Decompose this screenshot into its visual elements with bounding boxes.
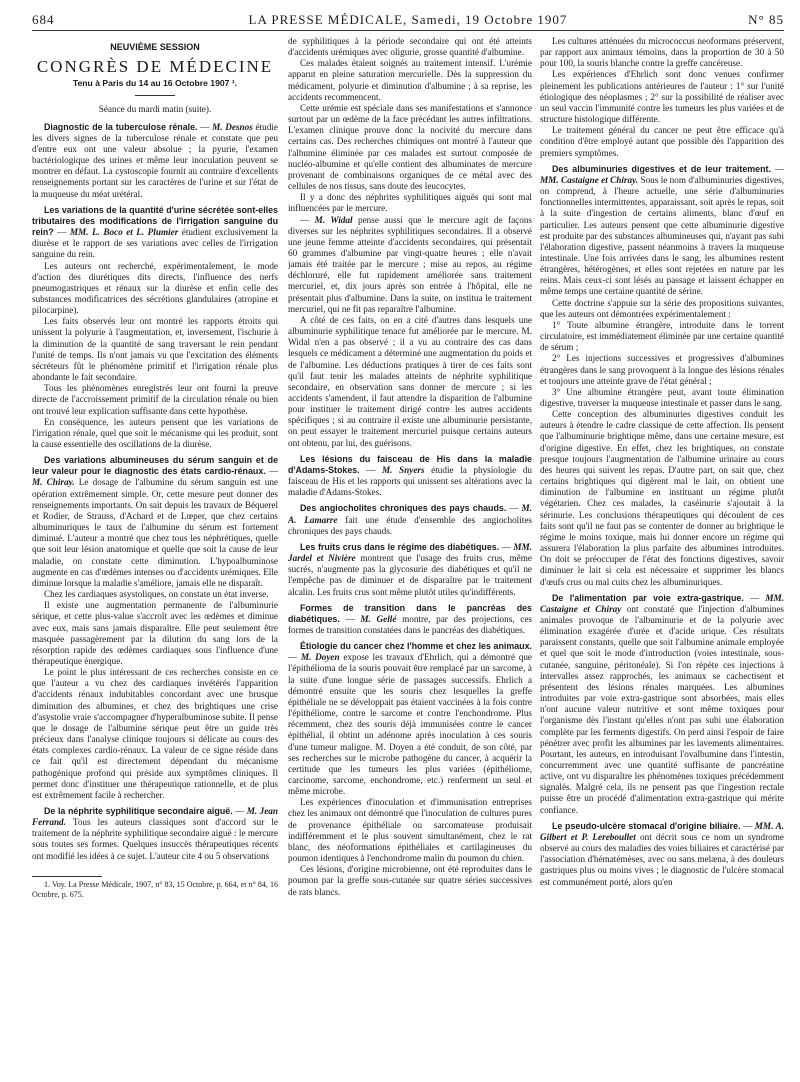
- paragraph: Les faits observés leur ont montré les rapports étroits qui unissent la polyurie à l'augmentation, et, inversement, l'ischurie à la diminution de la quantité de sang traversant le rein pendant l'unité de temps. Ils n'ont jamais vu que l'excitation des éléments sécréteurs fût le phénomène primitif et l'irrigation rénale plus abondante le fait secondaire.: [32, 316, 278, 383]
- article-text: Le dosage de l'albumine du sérum sanguin est une opération extrêmement simple. Or, cette mesure peut donner des renseignements importants. On sait depuis les travaux de Béquerel et Rodier, de Strauss, d'Achard et de Lœper, que chez certains albuminuriques le taux de l'albumine du sérum est fortement diminué. L'auteur a montré que chez tous les néphrétiques, quelle que soit leur lésion anatomique et quelle que soit la cause de leur maladie, on constate cette diminution. L'hypoalbuminose augmente en cas d'œdèmes intenses ou d'accidents urémiques. Elle diminue lorsque la maladie s'améliore, jamais elle ne disparaît.: [32, 477, 278, 588]
- article-desnos: [32, 122, 278, 200]
- paragraph: A côté de ces faits, on en a cité d'autres dans lesquels une albuminurie syphilitique tenace fut améliorée par le mercure. M. Widal n'en a pas observé ; il a vu au contraire des cas dans lesquels ce médicament a déterminé une augmentation du poids et de l'albumine. Les déductions pratiques à tirer de ces faits sont qu'il faut tenir les malades atteints de néphrite syphilitique secondaire, en observation sans donner de mercure ; si les accidents s'amendent, il faut attendre la disparition de l'albumine pour instituer le traitement dirigé contre les autres accidents spécifiques ; si au contraire il existe une albuminurie persistante, on peut essayer le traitement mercuriel puisque certains auteurs ont obtenu, par lui, des guérisons.: [288, 314, 532, 448]
- dash: —: [288, 652, 301, 663]
- seance-line: Séance du mardi matin (suite).: [98, 104, 212, 115]
- article-castaigne-digestives: [540, 164, 784, 298]
- paragraph: Ces malades étaient soignés au traitement intensif. L'urémie apparut en pleine saturation mercurielle. Dès la suppression du médicament, polyurie et diminution d'albumine ; à sa reprise, les accidents recommencent.: [288, 58, 532, 102]
- paragraph: Les auteurs ont recherché, expérimentalement, le mode d'action des diurétiques dits directs, l'influence des nerfs pneumogastriques et rénaux sur la diurèse et enfin celle des substances modificatrices des sécrétions glandulaires (atropine et pilocarpine).: [32, 260, 278, 316]
- article-gelle: [288, 603, 532, 636]
- article-title: Les fruits crus dans le régime des diabétiques.: [300, 541, 500, 552]
- article-text: étudie les divers signes de la tuberculose rénale et constate que peu d'entre eux ont une valeur absolue ; la pyurie, l'examen bactériologique des urines et même leur inoculation peuvent se montrer en défaut. La cystoscopie fournit au contraire d'excellents renseignements portant sur les caractères de l'urine et sur l'état de la muqueuse du méat urétéral.: [32, 121, 278, 199]
- paragraph: Cette urémie est spéciale dans ses manifestations et s'annonce surtout par un œdème de la face précédant les autres infiltrations. L'examen clinique prouve donc la nocivité du mercure dans certains cas. Des recherches chimiques ont montré à l'auteur que l'albumine éliminée par ces malades est surtout composée de nucléo-albumine et qu'elle contient des albuminates de mercure provenant de combinaisons organiques de ce métal avec des cellules de nos tissus, sans doute des leucocytes.: [288, 102, 532, 192]
- dash: —: [743, 592, 766, 603]
- congress-dates: Tenu à Paris du 14 au 16 Octobre 1907 ¹.: [72, 78, 238, 89]
- paragraph: En conséquence, les auteurs pensent que les variations de l'irrigation rénale, quel que soit le mécanisme qui les produit, sont la cause essentielle des oscillations de la diurèse.: [32, 416, 278, 449]
- article-title: Formes de transition dans le pancréas des diabétiques.: [288, 602, 532, 624]
- article-text: expose les travaux d'Ehrlich, qui a démontré que l'épithélioma de la souris pouvait être remplacé par un sarcome, à la suite d'une longue série de passages successifs. Ehrlich a démontré ensuite que les souris chez lesquelles la greffe épithéliale ne se développait pas étaient vaccinées à la fois contre l'épithéliome, contre le sarcome et contre l'enchondrome. Plus récemment, chez des souris déjà immunisées contre le cancer épithélial, il obtint un adénome après inoculation à ces souris d'une tumeur maligne. M. Doyen a été conduit, de son côté, par ses recherches sur le microbe pathogène du cancer, à acquérir la certitude que les tumeurs les plus variées (épithéliome, carcinome, sarcome, enchondrome, etc.) renferment un seul et même microbe.: [288, 652, 532, 797]
- article-title: Les variations de la quantité d'urine sécrétée sont-elles tributaires des modifications de l'irrigation sanguine du rein?: [32, 204, 278, 238]
- paragraph: Le traitement général du cancer ne peut être efficace qu'à condition d'être employé autant que possible dès l'apparition des premiers symptômes.: [540, 125, 784, 158]
- article-title: De la néphrite syphilitique secondaire aiguë.: [44, 806, 233, 816]
- congress-title: CONGRÈS DE MÉDECINE: [36, 57, 274, 77]
- paragraph: Chez les cardiaques asystoliques, on constate un état inverse.: [44, 589, 269, 600]
- footnote-rule: [32, 876, 102, 877]
- article-text: pense aussi que le mercure agit de façons diverses sur les néphrites syphilitiques secondaires. Il a observé une jeune femme atteinte d'accidents secondaires, qui présentait 60 grammes d'albumine par vingt-quatre heures ; elle n'avait jamais été traitée par le mercure ; mise au repos, au régime déchloruré, elle fut rapidement améliorée sans traitement mercuriel, et, dix jours après son entrée à l'hôpital, elle ne présentait plus d'albumine. Dans la suite, on institua le traitement mercuriel, qui ne fit pas reparaître l'albumine.: [288, 214, 532, 314]
- article-title: Des angiocholites chroniques des pays chauds.: [300, 503, 507, 514]
- paragraph: Le point le plus intéressant de ces recherches consiste en ce que l'auteur a vu chez des cardiaques invétérés l'apparition d'accidents rénaux indubitables concordant avec une brusque diminution des albumines, et chez des brightiques une crise d'asystolie vraie s'accompagner d'hyperalbuminose subite. Il pense que le dosage de l'albumine sérique peut être un guide très précieux dans l'analyse clinique toujours si délicate au cours des états complexes cardio-rénaux. La valeur de ce signe réside dans ce fait qu'il est directement dépendant du mécanisme pathogénique profond qui préside aux symptômes cliniques. Il permet donc d'instituer une thérapeutique rationnelle, et de plus est extrêmement facile à rechercher.: [32, 667, 278, 800]
- dash: —: [506, 503, 522, 514]
- issue-number: N° 85: [748, 12, 784, 27]
- article-text: étudie la physiologie du faisceau de His et les rapports qui unissent ses altérations avec la maladie d'Adams-Stokes.: [288, 464, 532, 498]
- paragraph: Il existe une augmentation permanente de l'albuminurie sérique, et cette plus-value s'accroît avec les œdèmes et diminue avec eux, mais sans jamais disparaître. Elle peut seulement être masquée passagèrement par la dilution du sang lors de la résorption rapide des œdèmes cardiaques sous l'influence d'une thérapeutique énergique.: [32, 600, 278, 666]
- article-text: fait une étude d'ensemble des angiocholites chroniques des pays chauds.: [288, 514, 532, 536]
- paragraph: 1° Toute albumine étrangère, introduite dans le torrent circulatoire, est immédiatement éliminée par une certaine quantité de sérum ;: [540, 319, 784, 353]
- article-ferrand: [32, 806, 278, 862]
- article-title: De l'alimentation par voie extra-gastrique.: [552, 592, 744, 603]
- author: MM. L. Boco et L. Plumier: [69, 227, 179, 238]
- paragraph: Ces lésions, d'origine microbienne, ont été reproduites dans le poumon par la greffe sous-cutanée sur quatre séries successives de rats blancs.: [288, 864, 532, 897]
- dash: —: [770, 163, 784, 174]
- dash: —: [53, 227, 70, 238]
- column-2: [288, 36, 532, 1076]
- paragraph: Les expériences d'inoculation et d'immunisation entreprises chez les animaux ont démontré que l'inoculation de cultures pures de provenance épithéliale ou sarcomateuse produisait indifféremment et le plus souvent simultanément, chez le rat blanc, des néoformations épithéliales et cartilagineuses du poumon identiques à l'enchondrome malin du poumon du chien.: [288, 797, 532, 864]
- article-title: Les lésions du faisceau de His dans la maladie d'Adams-Stokes.: [288, 453, 532, 475]
- paragraph: 2° Les injections successives et progressives d'albumines étrangères dans le sang provoquent à la longue des lésions rénales et toujours une atteinte grave de l'état général ;: [540, 353, 784, 386]
- article-text: Tous les auteurs classiques sont d'accord sur le traitement de la néphrite syphilitique secondaire aiguë : le mercure sous toutes ses formes. Quelques insuccès thérapeutiques récents ont modifié les idées à ce sujet. L'auteur cite 4 ou 5 observations: [32, 817, 278, 861]
- page-number: 684: [32, 12, 55, 27]
- article-snyers: [288, 454, 532, 499]
- paragraph: Il y a donc des néphrites syphilitiques aiguës qui sont mal influencées par le mercure.: [288, 192, 532, 214]
- author: M. A. Lamarre: [288, 503, 532, 525]
- dash: —: [740, 820, 755, 831]
- author: M. Desnos: [212, 121, 253, 132]
- author: M. Jean Ferrand.: [32, 806, 278, 828]
- paragraph: Tous les phénomènes enregistrés leur ont fourni la preuve directe de l'accroissement primitif de la circulation rénale ou bien ont trouvé leur explication suffisante dans cette hypothèse.: [32, 383, 278, 416]
- article-text: ont constaté que l'injection d'albumines animales provoque de l'albuminurie et de la polyurie avec élimination exagérée d'urée et d'acide urique. Ces résultats paraissent constants, quelle que soit l'albumine animale employée et quel que soit le mode d'introduction (voies intestinale, sous-cutanée, sanguine, péritonéale). Si l'on répète ces injections à intervalles assez rapprochés, les animaux se cachectisent et présentent des lésions rénales marquées. Les albumines introduites par voie extra-gastrique sont absorbées, mais elles n'ont aucune valeur nutritive et sont même toxiques pour l'organisme dès l'instant qu'elles n'ont pas subi une élaboration complète par les ferments digestifs. On perd ainsi l'espoir de faire pénétrer avec profit les albumines par les lavements alimentaires. Pourtant, les auteurs, en introduisant l'ovalbumine dans l'intestin, concurremment avec une quantité suffisante de pancréatine active, ont vu disparaître les phénomènes toxiques précédemment signalés. Malgré cela, ils ne pensent pas que l'ingestion rectale puisse être un procédé d'alimentation extra-gastrique qui mérite confiance.: [540, 603, 784, 815]
- author: MM. Castaigne et Chiray.: [540, 174, 639, 185]
- article-title: Diagnostic de la tuberculose rénale.: [44, 121, 198, 132]
- column-3: [540, 36, 784, 1076]
- article-title: Étiologie du cancer chez l'homme et chez les animaux.: [300, 641, 532, 652]
- author: MM. Jardel et Nivière: [288, 541, 532, 564]
- article-castaigne-alimentation: [540, 593, 784, 816]
- journal-title: LA PRESSE MÉDICALE, Samedi, 19 Octobre 1907: [248, 12, 568, 27]
- dash: —: [197, 121, 213, 132]
- author: M. Widal: [314, 214, 353, 225]
- article-lamarre: [288, 503, 532, 536]
- author: MM. Castaigne et Chiray: [540, 592, 784, 614]
- footnote: 1. Voy. La Presse Médicale, 1907, n° 83, 15 Octobre, p. 664, et n° 84, 16 Octobre, p. 675.: [32, 879, 278, 899]
- article-title: Des albuminuries digestives et de leur traitement.: [552, 163, 771, 174]
- author: M. Chiray.: [32, 477, 75, 488]
- paragraph: Cette doctrine s'appuie sur la série des propositions suivantes, que les auteurs ont démontrées expérimentalement :: [540, 297, 784, 319]
- column-1: [32, 36, 278, 1076]
- dash: —: [265, 466, 278, 477]
- article-text: étudient exclusivement la diurèse et le rapport de ses variations avec celles de l'irrigation sanguine du rein.: [32, 227, 278, 260]
- article-text: montre, par des projections, ces formes de transition constatées dans le pancréas des diabétiques.: [288, 613, 532, 635]
- article-boco: [32, 205, 278, 261]
- article-text: ont décrit sous ce nom un syndrome observé au cours des maladies des voies biliaires et caractérisé par l'association d'hématémèses, avec ou sans melæna, à des douleurs gastriques plus ou moins vives ; le diagnostic de l'ulcère stomacal est communément porté, alors qu'en: [540, 831, 784, 887]
- author: M. Gellé: [360, 613, 397, 624]
- session-heading: NEUVIÈME SESSION: [110, 42, 200, 52]
- dash: —: [300, 214, 315, 225]
- dash: —: [232, 806, 247, 816]
- article-gilbert: [540, 821, 784, 888]
- paragraph: Cette conception des albuminuries digestives conduit les auteurs à étendre le cadre classique de cette affection. Ils pensent que l'albuminurie brightique même, dans une certaine mesure, est d'origine digestive. En effet, chez les brightiques, on constate presque toujours l'augmentation de l'albumine urinaire au cours des heures qui suivent les repas. D'autre part, on sait que, chez certains brightiques qui digèrent mal le lait, on obtient une diminution de l'albumine en instituant un régime plutôt végétarien. Chez ces malades, la caséinurie s'ajoutait à la sérinurie. Les conclusions thérapeutiques qui découlent de ces faits sont qu'il ne faut pas se contenter de donner au brightique le régime le moins toxique, mais lui donner encore un régime qui assurera l'élaboration la plus parfaite des albumines introduites. On doit se préoccuper de l'état des fonctions digestives, savoir diminuer le lait si cela est nécessaire et supprimer les blancs d'œufs crus ou mal cuits chez les albuminuriques.: [540, 409, 784, 587]
- article-title: Le pseudo-ulcère stomacal d'origine biliaire.: [552, 820, 741, 831]
- paragraph: Les expériences d'Ehrlich sont donc venues confirmer pleinement les publications antérieures de l'auteur : 1° sur l'unité étiologique des néoplasmes ; 2° sur la possibilité de réaliser avec un seul vaccin l'immunité contre les tumeurs les plus variées et de structure histologique différente.: [540, 69, 784, 125]
- paragraph: de syphilitiques à la période secondaire qui ont été atteints d'accidents urémiques avec oligurie, grosse quantité d'albumine.: [288, 36, 532, 58]
- paragraph-widal: [288, 215, 532, 315]
- paragraph: 3° Une albumine étrangère peut, avant toute élimination digestive, traverser la muqueuse intestinale et passer dans le sang.: [540, 386, 784, 408]
- article-text: Sous le nom d'albuminuries digestives, on comprend, à l'heure actuelle, une série d'albuminuries fonctionnelles intermittentes, apparaissant, soit après le repas, soit à la suite d'ingestion de certains aliments, blanc d'œuf en particulier. Les auteurs pensent que cette albuminurie digestive est produite par des substances albumineuses qui, n'ayant pas subi l'élaboration digestive, passent néanmoins à travers la muqueuse intestinale. Une fois arrivées dans le sang, les albumines restent étrangères, hétérogènes, et elles sont rejetées en nature par les reins. Mais ceux-ci sont lésés au passage et laissent échapper en même temps une certaine quantité de sérine.: [540, 174, 784, 297]
- running-header: [32, 12, 784, 31]
- dash: —: [359, 464, 382, 475]
- author: MM. A. Gilbert et P. Lereboullet: [540, 820, 784, 842]
- dash: —: [499, 541, 514, 552]
- dash: —: [339, 613, 361, 624]
- author: M. Doyen: [300, 652, 340, 663]
- article-text: montrent que l'usage des fruits crus, même sucrés, n'augmente pas la glycosurie des diabétiques et qu'il ne l'empêche pas de diminuer et de disparaître par le traitement alcalin. Les fruits crus sont même plutôt utiles qu'indifférents.: [288, 553, 532, 597]
- article-jardel: [288, 542, 532, 598]
- paragraph: Les cultures atténuées du micrococcus neoformans préservent, par rapport aux animaux témoins, dans la proportion de 30 à 50 pour 100, la souris blanche contre la greffe cancéreuse.: [540, 36, 784, 69]
- divider: [135, 95, 175, 96]
- article-title: Des variations albumineuses du sérum sanguin et de leur valeur pour le diagnostic des états cardio-rénaux.: [32, 455, 278, 477]
- article-doyen: [288, 641, 532, 797]
- author: M. Snyers: [382, 464, 425, 475]
- article-chiray: [32, 455, 278, 589]
